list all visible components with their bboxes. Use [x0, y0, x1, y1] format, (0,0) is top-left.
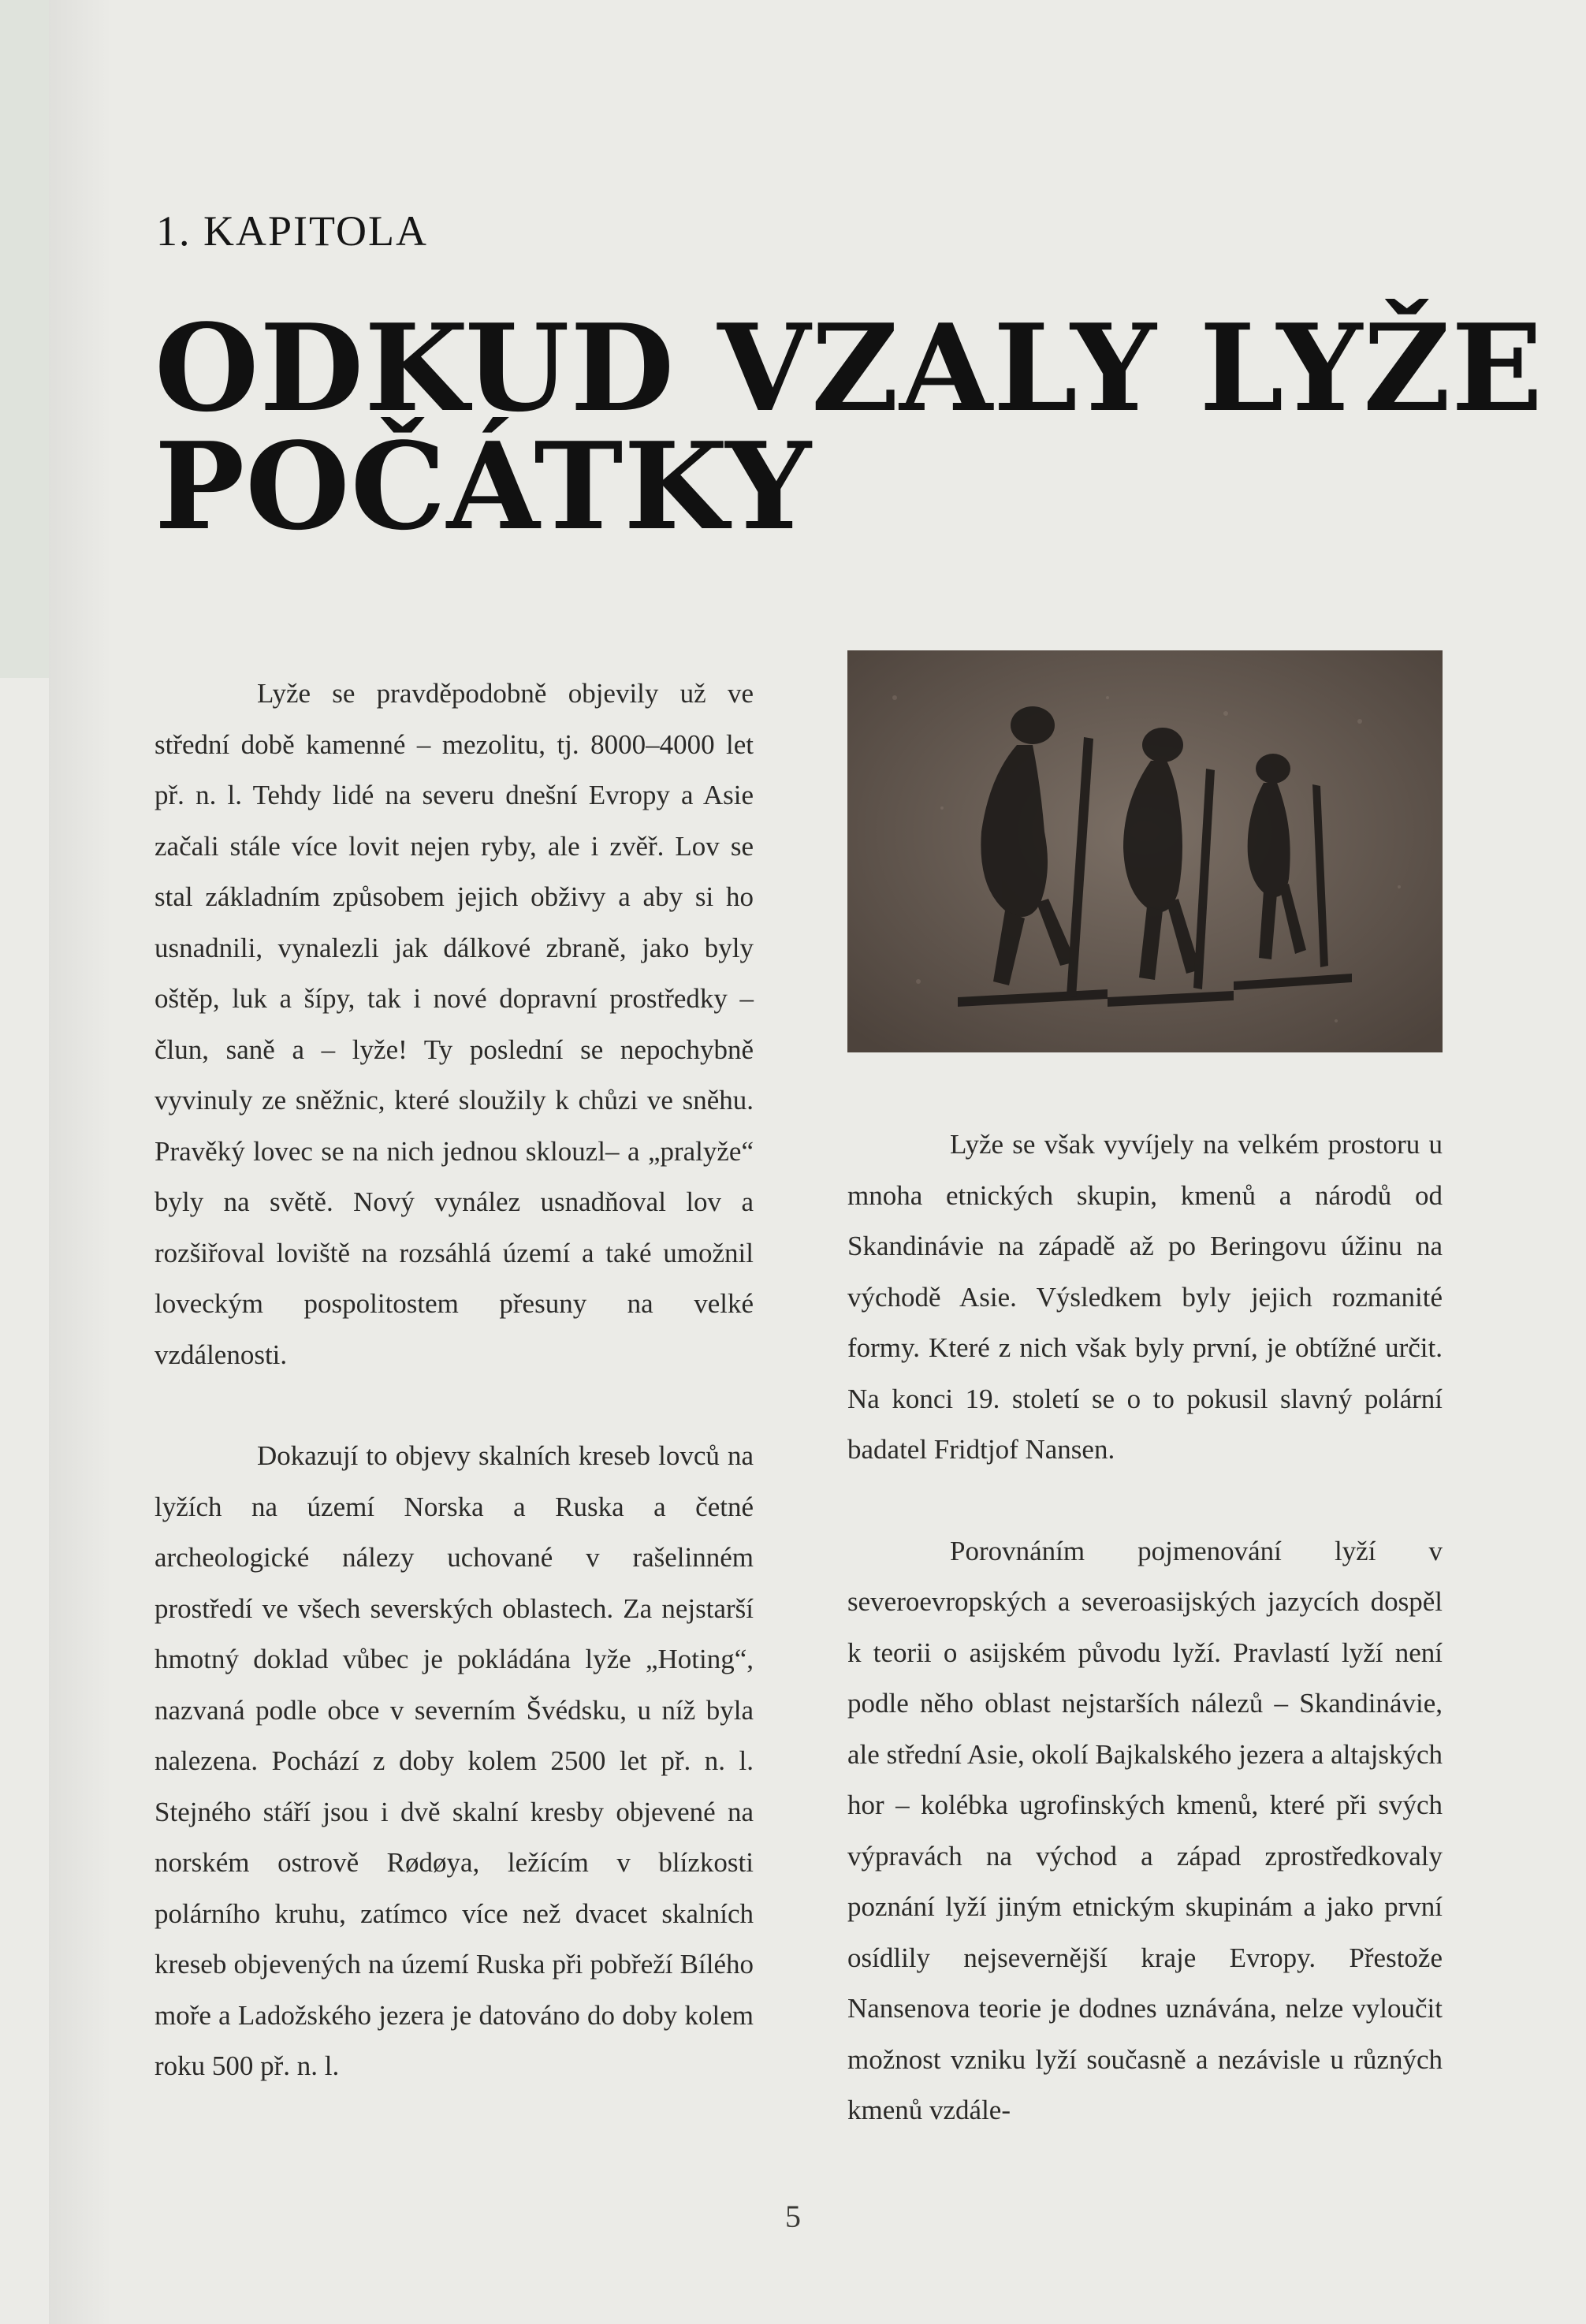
chapter-title-line-2: POČÁTKY — [155, 415, 812, 557]
page-edge — [0, 0, 49, 678]
left-text-column — [155, 669, 754, 2143]
paragraph: Lyže se však vyvíjely na velkém prostoru u mnoha etnických skupin, kmenů a národů od Skandinávie na západě až po Beringovu úžinu na východě Asie. Výsledkem byly jejich rozmanité formy. Které z nich však byly první, je obtížné určit. Na konci 19. století se o to pokusil slavný polární badatel Fridtjof Nansen. — [847, 1129, 1443, 1465]
chapter-label: 1. KAPITOLA — [156, 207, 428, 255]
chapter-title-line-1: ODKUD VZALY LYŽE — [155, 297, 1544, 438]
chapter-title — [155, 297, 1544, 557]
rock-art-photo — [847, 650, 1443, 1052]
rock-art-figures — [847, 650, 1443, 1052]
paragraph: Dokazují to objevy skalních kreseb lovců na lyžích na území Norska a Ruska a četné archeologické nálezy uchované v rašelinném prostředí ve všech severských oblastech. Za nejstarší hmotný doklad vůbec je pokládána lyže „Hoting“, nazvaná podle obce v severním Švédsku, u níž byla nalezena. Pochází z doby kolem 2500 let př. n. l. Stejného stáří jsou i dvě skalní kresby objevené na norském ostrově Rødøya, ležícím v blízkosti polárního kruhu, zatímco více než dvacet skalních kreseb objevených na území Ruska při pobřeží Bílého moře a Ladožského jezera je datováno do doby kolem roku 500 př. n. l. — [155, 1440, 754, 2081]
right-text-column — [847, 1119, 1443, 2187]
page-number: 5 — [785, 2199, 801, 2234]
paragraph: Porovnáním pojmenování lyží v severoevropských a severoasijských jazycích dospěl k teorii o asijském původu lyží. Pravlastí lyží není podle něho oblast nejstarších nálezů – Skandinávie, ale střední Asie, okolí Bajkalského jezera a altajských hor – kolébka ugrofinských kmenů, které při svých výpravách na východ a západ zprostředkovaly poznání lyží jiným etnickým skupinám a jako první osídlily nejsevernější kraje Evropy. Přestože Nansenova teorie je dodnes uznávána, nelze vyloučit možnost vzniku lyží současně a nezávisle u různých kmenů vzdále- — [847, 1535, 1443, 2125]
page-gutter-shadow — [49, 0, 112, 2324]
paragraph: Lyže se pravděpodobně objevily už ve střední době kamenné – mezolitu, tj. 8000–4000 let př. n. l. Tehdy lidé na severu dnešní Evropy a Asie začali stále více lovit nejen ryby, ale i zvěř. Lov se stal základním způsobem jejich obživy a aby si ho usnadnili, vynalezli jak dálkové zbraně, jako byly oštěp, luk a šípy, tak i nové dopravní prostředky – člun, saně a – lyže! Ty poslední se nepochybně vyvinuly ze sněžnic, které sloužily k chůzi ve sněhu. Pravěký lovec se na nich jednou sklouzl– a „pralyže“ byly na světě. Nový vynález usnadňoval lov a rozšiřoval loviště na rozsáhlá území a také umožnil loveckým pospolitostem přesuny na velké vzdálenosti. — [155, 678, 754, 1370]
